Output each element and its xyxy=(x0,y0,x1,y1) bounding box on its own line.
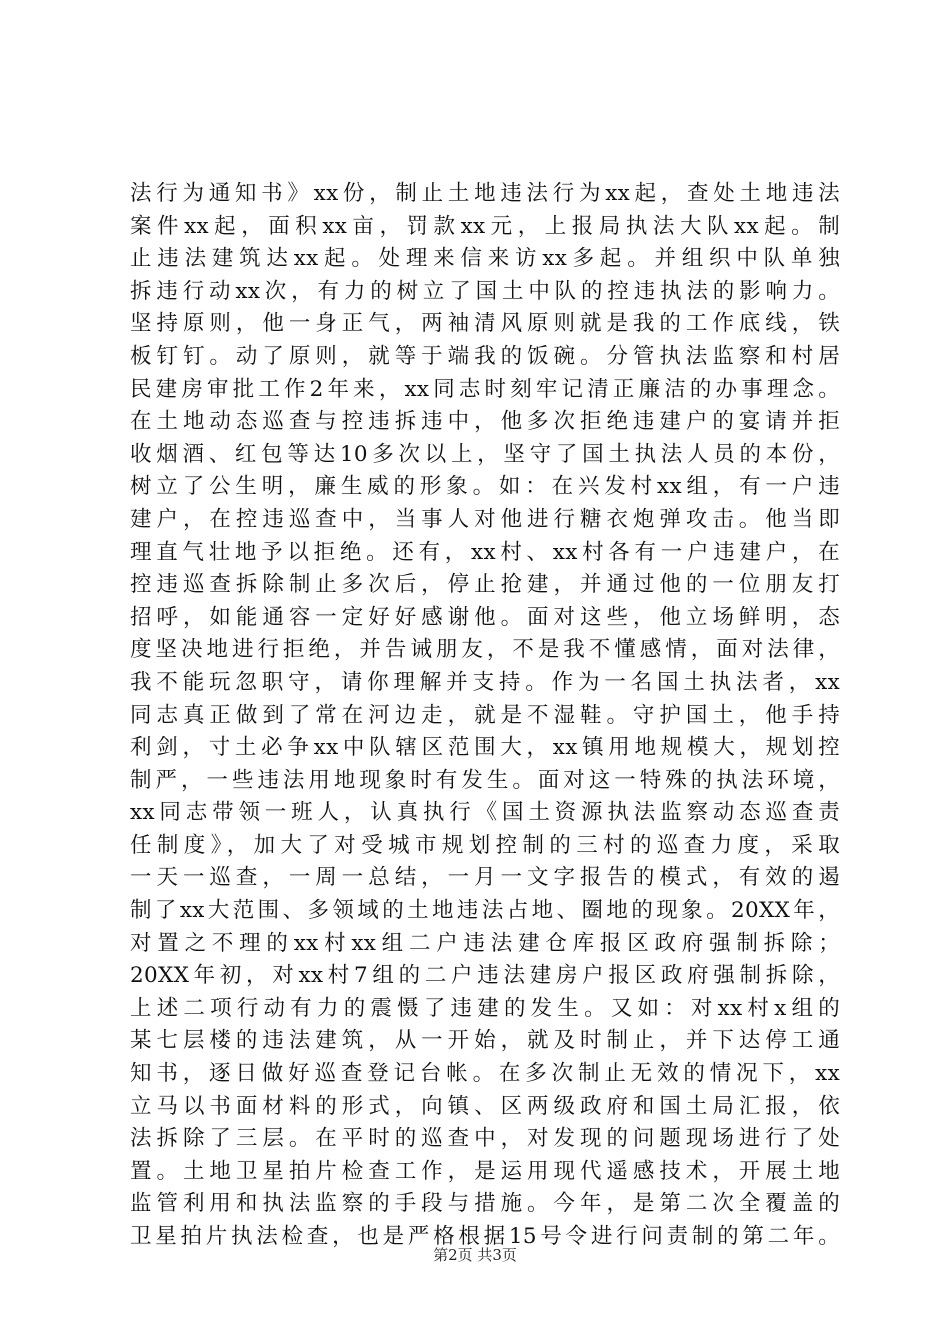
text-line: 理直气壮地予以拒绝。还有，xx村、xx村各有一户违建户，在 xyxy=(130,539,840,565)
text-line: 知书，逐日做好巡查登记台帐。在多次制止无效的情况下，xx xyxy=(130,1061,840,1087)
text-line: 利剑，寸土必争xx中队辖区范围大，xx镇用地规模大，规划控 xyxy=(130,735,840,761)
text-line: xx同志带领一班人，认真执行《国土资源执法监察动态巡查责 xyxy=(130,800,840,826)
text-line: 在土地动态巡查与控违拆违中，他多次拒绝违建户的宴请并拒 xyxy=(130,409,840,435)
text-line: 置。土地卫星拍片检查工作，是运用现代遥感技术，开展土地 xyxy=(130,1158,840,1184)
text-line: 任制度》，加大了对受城市规划控制的三村的巡查力度，采取 xyxy=(130,832,840,858)
text-line: 度坚决地进行拒绝，并告诫朋友，不是我不懂感情，面对法律， xyxy=(130,637,840,663)
text-line: 某七层楼的违法建筑，从一开始，就及时制止，并下达停工通 xyxy=(130,1028,840,1054)
text-line: 坚持原则，他一身正气，两袖清风原则就是我的工作底线，铁 xyxy=(130,311,840,337)
text-line: 同志真正做到了常在河边走，就是不湿鞋。守护国土，他手持 xyxy=(130,702,840,728)
text-line: 收烟酒、红包等达10多次以上，坚守了国土执法人员的本份， xyxy=(130,441,840,467)
text-line: 卫星拍片执法检查，也是严格根据15号令进行问责制的第二年。 xyxy=(130,1224,840,1249)
text-line: 案件xx起，面积xx亩，罚款xx元，上报局执法大队xx起。制 xyxy=(130,213,840,239)
text-line: 法拆除了三层。在平时的巡查中，对发现的问题现场进行了处 xyxy=(130,1126,840,1152)
text-line: 制了xx大范围、多领域的土地违法占地、圈地的现象。20XX年， xyxy=(130,898,840,924)
text-line: 止违法建筑达xx起。处理来信来访xx多起。并组织中队单独 xyxy=(130,246,840,272)
text-line: 我不能玩忽职守，请你理解并支持。作为一名国土执法者，xx xyxy=(130,669,840,695)
text-line: 对置之不理的xx村xx组二户违法建仓库报区政府强制拆除； xyxy=(130,930,840,956)
text-line: 拆违行动xx次，有力的树立了国土中队的控违执法的影响力。 xyxy=(130,278,840,304)
text-line: 立马以书面材料的形式，向镇、区两级政府和国土局汇报，依 xyxy=(130,1093,840,1119)
text-line: 一天一巡查，一周一总结，一月一文字报告的模式，有效的遏 xyxy=(130,865,840,891)
page-number-label: 第2页 共3页 xyxy=(433,1246,517,1264)
page-footer xyxy=(0,1245,950,1265)
text-line: 招呼，如能通容一定好好感谢他。面对这些，他立场鲜明，态 xyxy=(130,604,840,630)
text-line: 法行为通知书》xx份，制止土地违法行为xx起，查处土地违法 xyxy=(130,181,840,206)
text-line: 制严，一些违法用地现象时有发生。面对这一特殊的执法环境， xyxy=(130,767,840,793)
text-line: 建户，在控违巡查中，当事人对他进行糖衣炮弹攻击。他当即 xyxy=(130,506,840,532)
text-line: 监管利用和执法监察的手段与措施。今年，是第二次全覆盖的 xyxy=(130,1191,840,1217)
text-line: 树立了公生明，廉生威的形象。如：在兴发村xx组，有一户违 xyxy=(130,474,840,500)
text-line: 上述二项行动有力的震慑了违建的发生。又如：对xx村x组的 xyxy=(130,995,840,1021)
text-line: 民建房审批工作2年来，xx同志时刻牢记清正廉洁的办事理念。 xyxy=(130,376,840,402)
text-line: 20XX年初，对xx村7组的二户违法建房户报区政府强制拆除， xyxy=(130,963,840,989)
body-text xyxy=(130,178,840,1254)
text-line: 控违巡查拆除制止多次后，停止抢建，并通过他的一位朋友打 xyxy=(130,572,840,598)
text-line: 板钉钉。动了原则，就等于端我的饭碗。分管执法监察和村居 xyxy=(130,343,840,369)
